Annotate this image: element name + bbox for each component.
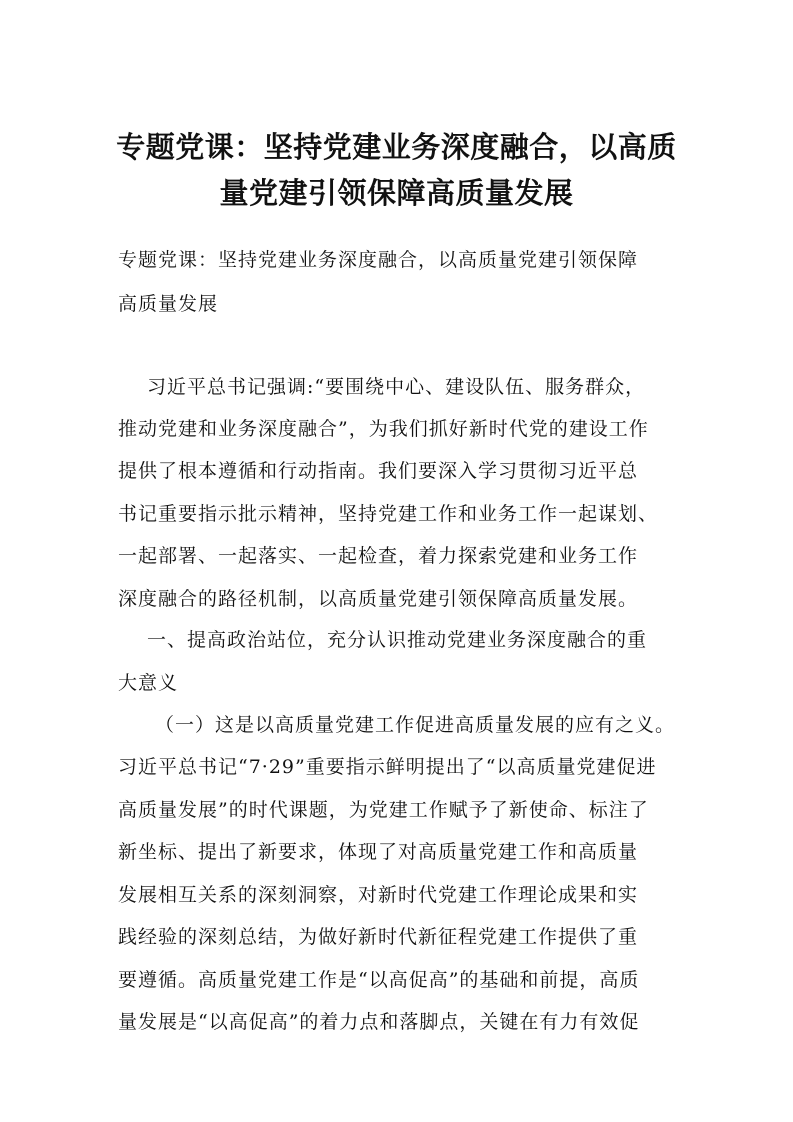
paragraph-line: 发展相互关系的深刻洞察，对新时代党建工作理论成果和实 xyxy=(118,884,639,906)
section-heading-line: 一、提高政治站位，充分认识推动党建业务深度融合的重 xyxy=(147,629,648,651)
subtitle-line: 高质量发展 xyxy=(118,293,219,315)
document-title-line-1: 专题党课：坚持党建业务深度融合，以高质 xyxy=(116,130,677,164)
paragraph-line: （一）这是以高质量党建工作促进高质量发展的应有之义。 xyxy=(155,714,676,736)
paragraph-line: 高质量发展”的时代课题，为党建工作赋予了新使命、标注了 xyxy=(118,799,649,821)
section-heading-line: 大意义 xyxy=(118,672,179,694)
paragraph-line: 践经验的深刻总结，为做好新时代新征程党建工作提供了重 xyxy=(118,926,639,948)
paragraph-line: 习近平总书记强调:“要围绕中心、建设队伍、服务群众， xyxy=(147,376,646,398)
paragraph-line: 提供了根本遵循和行动指南。我们要深入学习贯彻习近平总 xyxy=(118,460,639,482)
paragraph-line: 推动党建和业务深度融合”，为我们抓好新时代党的建设工作 xyxy=(118,418,649,440)
document-title-line-2: 量党建引领保障高质量发展 xyxy=(219,176,574,210)
paragraph-line: 习近平总书记“7·29”重要指示鲜明提出了“以高质量党建促进 xyxy=(118,756,657,778)
paragraph-line: 书记重要指示批示精神，坚持党建工作和业务工作一起谋划、 xyxy=(118,503,659,525)
paragraph-line: 量发展是“以高促高”的着力点和落脚点，关键在有力有效促 xyxy=(118,1011,640,1033)
paragraph-line: 要遵循。高质量党建工作是“以高促高”的基础和前提，高质 xyxy=(118,969,640,991)
paragraph-line: 深度融合的路径机制，以高质量党建引领保障高质量发展。 xyxy=(118,588,639,610)
paragraph-line: 一起部署、一起落实、一起检查，着力探索党建和业务工作 xyxy=(118,545,639,567)
subtitle-line: 专题党课：坚持党建业务深度融合，以高质量党建引领保障 xyxy=(118,249,639,271)
paragraph-line: 新坐标、提出了新要求，体现了对高质量党建工作和高质量 xyxy=(118,841,639,863)
